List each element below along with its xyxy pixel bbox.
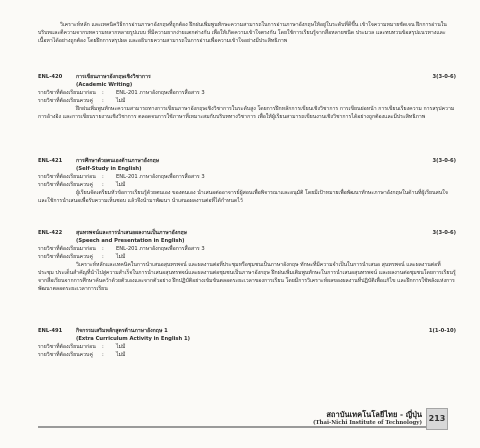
course-title-th: การเขียนภาษาอังกฤษเชิงวิชาการ bbox=[76, 74, 151, 80]
course-code: ENL-421 bbox=[38, 158, 63, 164]
course-title-en-row bbox=[38, 237, 456, 245]
corequisite-row bbox=[38, 97, 456, 105]
course-credit: 3(3-0-6) bbox=[432, 158, 456, 164]
footer-divider bbox=[38, 426, 434, 428]
course-block bbox=[38, 229, 456, 294]
course-title-en-row bbox=[38, 165, 456, 173]
course-title-en: (Self-Study in English) bbox=[76, 166, 142, 172]
prerequisite-label: รายวิชาที่ต้องเรียนมาก่อน bbox=[38, 246, 96, 252]
course-description: ผู้เรียนจัดเตรียมหัวข้อการเรียนรู้ด้วยตนเอง ของตนเอง นำเสนอต่ออาจารย์ผู้สอนเพื่อพิจารณาและอนุมัติ โดยมีเป้าหมายเพื่อพัฒนาทักษะภาษาอังกฤษในด้านที่ผู้เรียนสนใจ และใช้การนำเสนอเพื่อรับความเห็นชอบ แล้วจึงนำมาพัฒนา นำเสนอผลงานต่อที่ได้กำหนดไว้ bbox=[38, 190, 448, 204]
course-code: ENL-491 bbox=[38, 328, 63, 334]
page-number: 213 bbox=[426, 408, 448, 430]
corequisite-value: ไม่มี bbox=[116, 98, 126, 104]
corequisite-label: รายวิชาที่ต้องเรียนควบคู่ bbox=[38, 352, 93, 358]
prerequisite-label: รายวิชาที่ต้องเรียนมาก่อน bbox=[38, 174, 96, 180]
corequisite-value: ไม่มี bbox=[116, 254, 126, 260]
colon: : bbox=[102, 174, 104, 180]
course-title-en: (Academic Writing) bbox=[76, 82, 133, 88]
course-title-en: (Speech and Presentation in English) bbox=[76, 238, 185, 244]
prerequisite-value: ไม่มี bbox=[116, 344, 126, 350]
course-code: ENL-422 bbox=[38, 230, 63, 236]
course-block bbox=[38, 73, 456, 122]
course-header-row bbox=[38, 157, 456, 165]
colon: : bbox=[102, 90, 104, 96]
prerequisite-value: ENL-201 ภาษาอังกฤษเพื่อการสื่อสาร 3 bbox=[116, 174, 205, 180]
corequisite-row bbox=[38, 181, 456, 189]
course-credit: 1(1-0-10) bbox=[428, 328, 456, 334]
corequisite-value: ไม่มี bbox=[116, 182, 126, 188]
course-title-th: การศึกษาด้วยตนเองด้านภาษาอังกฤษ bbox=[76, 158, 160, 164]
course-description: ฝึกฝนเพิ่มพูนทักษะความสามารถทางการเขียนภาษาอังกฤษเชิงวิชาการในระดับสูง โดยการฝึกหลักการเขียนเชิงวิชาการ การเขียนย่อหน้า การเขียนเรียงความ การสรุปความ การอ้างอิง และการเขียนรายงานเชิงวิชาการ ตลอดจนการใช้ภาษาที่เหมาะสมกับบริบททางวิชาการ เพื่อให้ผู้เรียนสามารถเขียนงานเชิงวิชาการได้อย่างถูกต้องและมีประสิทธิภาพ bbox=[38, 106, 455, 120]
course-title-en-row bbox=[38, 81, 456, 89]
intro-paragraph: วิเคราะห์หลัก และเทคนิควิธีการอ่านภาษาอังกฤษที่ถูกต้อง ฝึกฝนเพิ่มพูนทักษะความสามารถในการอ่านภาษาอังกฤษให้อยู่ในระดับที่ดีขึ้น เข้าใจความหมายชัดเจน ฝึกการอ่านในบริบทและตีความจากบทความหลากหลายรูปแบบ ที่มีความยากง่ายแตกต่างกัน เพื่อให้เกิดความเข้าใจตรงกัน โดยใช้การเรียนรู้จากสื่อหลายชนิด ประมวล และทบทวนข้อสรุปแนวทางและเนื้อหาได้อย่างถูกต้อง โดยฝึกการสรุปผล และอธิบายความสามารถในการอ่านเพื่อความเข้าใจอย่างมีประสิทธิภาพ bbox=[38, 22, 447, 44]
corequisite-label: รายวิชาที่ต้องเรียนควบคู่ bbox=[38, 98, 93, 104]
prerequisite-value: ENL-201 ภาษาอังกฤษเพื่อการสื่อสาร 3 bbox=[116, 90, 205, 96]
course-description: วิเคราะห์หลักและเทคนิคในการนำเสนอสุนทรพจน์ และผลงานต่อที่ประชุมหรือชุมชนเป็นภาษาอังกฤษ ทักษะที่มีความจำเป็นในการนำเสนอ สุนทรพจน์ และผลงานต่อที่ประชุม ประเด็นสำคัญที่นำไปสู่ความสำเร็จในการนำเสนอสุนทรพจน์และผลงานต่อชุมชนเป็นภาษาอังกฤษ ฝึกฝนเพิ่มเติมพูนทักษะในการนำเสนอสุนทรพจน์ และผลงานต่อชุมชนโดยการเรียนรู้ จากสื่อเรียนจากการศึกษาค้นคว้าด้วยตัวเองและจากตัวอย่าง ฝึกปฏิบัติอย่างเข้มข้นตลอดระยะเวลาของการเรียน โดยมีการวิเคราะห์ผลของผลงานที่ปฏิบัติเพื่อแก้ไข และฝึกการใช้พลังแห่งการพัฒนาตลอดระยะเวลาการเรียน bbox=[38, 262, 456, 292]
corequisite-value: ไม่มี bbox=[116, 352, 126, 358]
colon: : bbox=[102, 246, 104, 252]
corequisite-row bbox=[38, 351, 456, 359]
prerequisite-row bbox=[38, 173, 456, 181]
colon: : bbox=[102, 182, 104, 188]
colon: : bbox=[102, 344, 104, 350]
course-header-row bbox=[38, 73, 456, 81]
course-title-en: (Extra Curriculum Activity in English 1) bbox=[76, 336, 190, 342]
course-title-en-row bbox=[38, 335, 456, 343]
course-block bbox=[38, 327, 456, 359]
course-credit: 3(3-0-6) bbox=[432, 230, 456, 236]
corequisite-row bbox=[38, 253, 456, 261]
institute-name-th: สถาบันเทคโนโลยีไทย - ญี่ปุ่น bbox=[326, 410, 422, 419]
prerequisite-row bbox=[38, 245, 456, 253]
prerequisite-row bbox=[38, 343, 456, 351]
course-block bbox=[38, 157, 456, 206]
prerequisite-value: ENL-201 ภาษาอังกฤษเพื่อการสื่อสาร 3 bbox=[116, 246, 205, 252]
prerequisite-row bbox=[38, 89, 456, 97]
course-title-th: กิจกรรมเสริมหลักสูตรด้านภาษาอังกฤษ 1 bbox=[76, 328, 168, 334]
prerequisite-label: รายวิชาที่ต้องเรียนมาก่อน bbox=[38, 344, 96, 350]
colon: : bbox=[102, 98, 104, 104]
institute-name bbox=[313, 410, 422, 427]
colon: : bbox=[102, 352, 104, 358]
institute-name-en: (Thai-Nichi Institute of Technology) bbox=[312, 420, 422, 426]
colon: : bbox=[102, 254, 104, 260]
course-credit: 3(3-0-6) bbox=[432, 74, 456, 80]
course-code: ENL-420 bbox=[38, 74, 63, 80]
prerequisite-label: รายวิชาที่ต้องเรียนมาก่อน bbox=[38, 90, 96, 96]
course-header-row bbox=[38, 327, 456, 335]
course-title-th: สุนทรพจน์และการนำเสนอผลงานเป็นภาษาอังกฤษ bbox=[76, 230, 187, 236]
course-header-row bbox=[38, 229, 456, 237]
corequisite-label: รายวิชาที่ต้องเรียนควบคู่ bbox=[38, 254, 93, 260]
corequisite-label: รายวิชาที่ต้องเรียนควบคู่ bbox=[38, 182, 93, 188]
